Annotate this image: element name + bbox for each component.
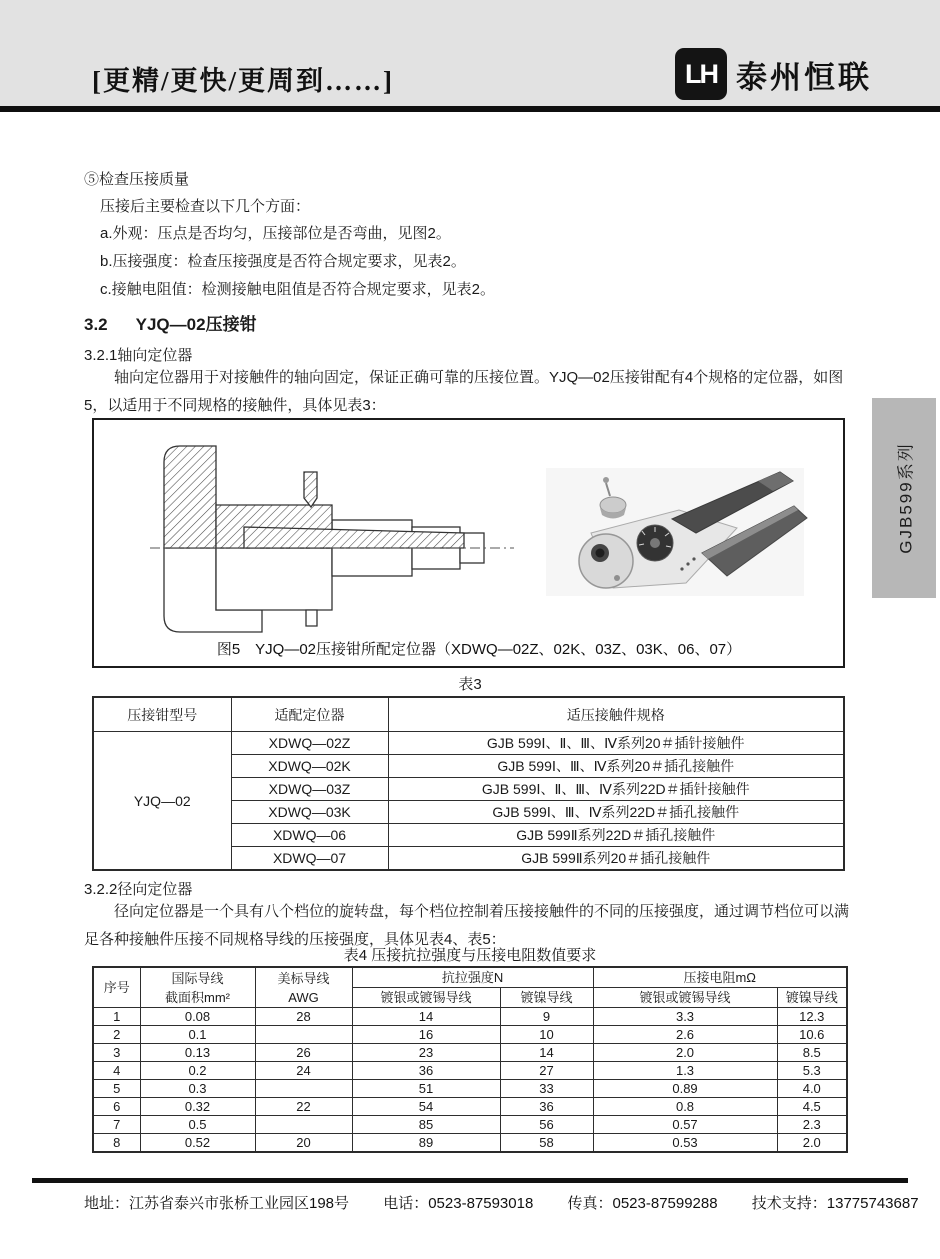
table4-header-row-1: [93, 967, 847, 988]
table4: [92, 966, 848, 1153]
table3-spec-cell: GJB 599Ⅰ、Ⅱ、Ⅲ、Ⅳ系列20＃插针接触件: [388, 732, 844, 755]
table4-header-awg-line1: 美标导线: [277, 970, 330, 986]
table4-header-resistance-group: 压接电阻mΩ: [593, 967, 847, 988]
table4-row: [93, 1026, 847, 1044]
company-logo-icon: [675, 48, 727, 100]
table4-cell: 23: [352, 1044, 500, 1062]
table3-spec-cell: GJB 599Ⅱ系列20＃插孔接触件: [388, 847, 844, 871]
table4-cell: 14: [352, 1008, 500, 1026]
table4-cell: 20: [255, 1134, 352, 1153]
quality-intro: 压接后主要检查以下几个方面：: [100, 198, 311, 215]
table4-cell: 0.53: [593, 1134, 777, 1153]
section-3-2-2-title: 3.2.2径向定位器: [84, 881, 193, 898]
table4-cell: 26: [255, 1044, 352, 1062]
series-side-tab: [872, 398, 936, 598]
table4-cell: 0.57: [593, 1116, 777, 1134]
table4-header-awg: [255, 967, 352, 1008]
table3-header-spec: 适压接触件规格: [388, 697, 844, 732]
table4-cell: 3: [93, 1044, 140, 1062]
table4-caption: 表4 压接抗拉强度与压接电阻数值要求: [343, 947, 597, 964]
table4-header-tensile-nickel: 镀镍导线: [500, 988, 593, 1008]
table4-cell: 0.1: [140, 1026, 255, 1044]
footer-rule: [32, 1178, 908, 1183]
table4-cell: 58: [500, 1134, 593, 1153]
table4-cell: 36: [352, 1062, 500, 1080]
table4-row: [93, 1008, 847, 1026]
table4-cell: 10.6: [777, 1026, 847, 1044]
table4-cell: 0.2: [140, 1062, 255, 1080]
quality-item-a: a.外观：压点是否均匀，压接部位是否弯曲，见图2。: [100, 225, 451, 242]
table4-cell: 28: [255, 1008, 352, 1026]
table4-header-tensile-group: 抗拉强度N: [352, 967, 593, 988]
table3-header-row: [93, 697, 844, 732]
table4-cell: 4: [93, 1062, 140, 1080]
table4-cell: 0.13: [140, 1044, 255, 1062]
table4-cell: 0.52: [140, 1134, 255, 1153]
table4-cell: 12.3: [777, 1008, 847, 1026]
table4-cell: 4.5: [777, 1098, 847, 1116]
table3-locator-cell: XDWQ—06: [231, 824, 388, 847]
table4-cell: 22: [255, 1098, 352, 1116]
table4-cell: 5: [93, 1080, 140, 1098]
table4-cell: 1: [93, 1008, 140, 1026]
table4-row: [93, 1062, 847, 1080]
table4-cell: 7: [93, 1116, 140, 1134]
figure5-box: [92, 418, 845, 668]
table3-spec-cell: GJB 599Ⅱ系列22D＃插孔接触件: [388, 824, 844, 847]
table4-body: [93, 1008, 847, 1153]
table4-cell: 24: [255, 1062, 352, 1080]
logo-letters: LH: [685, 58, 717, 89]
table4-cell: 27: [500, 1062, 593, 1080]
table4-cell: 10: [500, 1026, 593, 1044]
table3-locator-cell: XDWQ—07: [231, 847, 388, 871]
table4-cell: 85: [352, 1116, 500, 1134]
brand-block: [675, 48, 872, 100]
table4-cell: 8: [93, 1134, 140, 1153]
table4-cell: 0.32: [140, 1098, 255, 1116]
table3-row: [93, 732, 844, 755]
table4-row: [93, 1080, 847, 1098]
table3-locator-cell: XDWQ—02K: [231, 755, 388, 778]
table4-header-tensile-silver: 镀银或镀锡导线: [352, 988, 500, 1008]
table4-cell: 2.6: [593, 1026, 777, 1044]
table4-cell: 0.8: [593, 1098, 777, 1116]
table3-locator-cell: XDWQ—03Z: [231, 778, 388, 801]
table4-cell: 9: [500, 1008, 593, 1026]
table3-spec-cell: GJB 599Ⅰ、Ⅲ、Ⅳ系列20＃插孔接触件: [388, 755, 844, 778]
table4-cell: 2.0: [593, 1044, 777, 1062]
table3-spec-cell: GJB 599Ⅰ、Ⅲ、Ⅳ系列22D＃插孔接触件: [388, 801, 844, 824]
table4-cell: 89: [352, 1134, 500, 1153]
table4-cell: 0.3: [140, 1080, 255, 1098]
table4-cell: 36: [500, 1098, 593, 1116]
table4-cell: 3.3: [593, 1008, 777, 1026]
table4-cell: 8.5: [777, 1044, 847, 1062]
table4-row: [93, 1116, 847, 1134]
table4-row: [93, 1098, 847, 1116]
table4-header-intl-line1: 国际导线: [171, 970, 224, 986]
quality-title: ⑤检查压接质量: [84, 171, 190, 188]
table3: [92, 696, 845, 871]
table4-cell: 2: [93, 1026, 140, 1044]
section-3-2-title: YJQ—02压接钳: [135, 315, 257, 334]
section-3-2-1-title: 3.2.1轴向定位器: [84, 347, 193, 364]
table4-cell: 33: [500, 1080, 593, 1098]
figure5-caption: 图5 YJQ—02压接钳所配定位器（XDWQ—02Z、02K、03Z、03K、06、07）: [216, 641, 742, 658]
table4-header-resistance-silver: 镀银或镀锡导线: [593, 988, 777, 1008]
crimp-tool-photo: [546, 468, 807, 596]
table4-cell: 5.3: [777, 1062, 847, 1080]
table4-header-resistance-nickel: 镀镍导线: [777, 988, 847, 1008]
table3-locator-cell: XDWQ—02Z: [231, 732, 388, 755]
table4-cell: 1.3: [593, 1062, 777, 1080]
section-3-2-1-paragraph: 轴向定位器用于对接触件的轴向固定，保证正确可靠的压接位置。YJQ—02压接钳配有4个规格的定位器，如图5，以适用于不同规格的接触件，具体见表3：: [84, 369, 844, 414]
table4-row: [93, 1134, 847, 1153]
footer-support: 技术支持：13775743687: [751, 1195, 919, 1212]
series-label: GJB599系列: [896, 442, 916, 554]
table4-cell: 51: [352, 1080, 500, 1098]
section-3-2-heading: [84, 310, 257, 335]
table4-cell: 0.5: [140, 1116, 255, 1134]
brand-name: 泰州恒联: [736, 59, 872, 95]
footer: [84, 1192, 940, 1213]
table3-caption: 表3: [458, 676, 482, 693]
page-header: [0, 0, 940, 112]
table4-header-awg-line2: AWG: [288, 989, 319, 1005]
section-3-2-number: 3.2: [84, 315, 108, 334]
table4-cell: [255, 1026, 352, 1044]
locator-cross-section: [150, 446, 514, 632]
table4-row: [93, 1044, 847, 1062]
table4-header-intl: [140, 967, 255, 1008]
table4-header-seq: 序号: [93, 967, 140, 1008]
footer-address: 地址：江苏省泰兴市张桥工业园区198号: [84, 1195, 350, 1212]
table4-cell: 4.0: [777, 1080, 847, 1098]
table4-cell: 2.0: [777, 1134, 847, 1153]
table4-cell: 16: [352, 1026, 500, 1044]
table4-cell: 0.08: [140, 1008, 255, 1026]
table4-cell: 56: [500, 1116, 593, 1134]
table3-model-cell: YJQ—02: [93, 732, 231, 871]
figure5-drawing: [94, 420, 843, 666]
table3-spec-cell: GJB 599Ⅰ、Ⅱ、Ⅲ、Ⅳ系列22D＃插针接触件: [388, 778, 844, 801]
table4-cell: 54: [352, 1098, 500, 1116]
footer-phone: 电话：0523-87593018: [383, 1195, 534, 1212]
table4-cell: [255, 1116, 352, 1134]
table3-header-locator: 适配定位器: [231, 697, 388, 732]
header-slogan: [更精/更快/更周到……]: [92, 66, 394, 96]
table4-cell: 14: [500, 1044, 593, 1062]
quality-item-b: b.压接强度：检查压接强度是否符合规定要求，见表2。: [100, 253, 466, 270]
table4-cell: 0.89: [593, 1080, 777, 1098]
table4-cell: 2.3: [777, 1116, 847, 1134]
quality-item-c: c.接触电阻值：检测接触电阻值是否符合规定要求，见表2。: [100, 281, 496, 298]
table4-cell: 6: [93, 1098, 140, 1116]
table4-header-intl-line2: 截面积mm²: [165, 989, 230, 1005]
footer-fax: 传真：0523-87599288: [567, 1195, 718, 1212]
table3-locator-cell: XDWQ—03K: [231, 801, 388, 824]
table4-cell: [255, 1080, 352, 1098]
table3-header-model: 压接钳型号: [93, 697, 231, 732]
section-3-2-2-paragraph: 径向定位器是一个具有八个档位的旋转盘，每个档位控制着压接接触件的不同的压接强度，通过调节档位可以满足各种接触件压接不同规格导线的压接强度，具体见表4、表5：: [84, 903, 850, 948]
